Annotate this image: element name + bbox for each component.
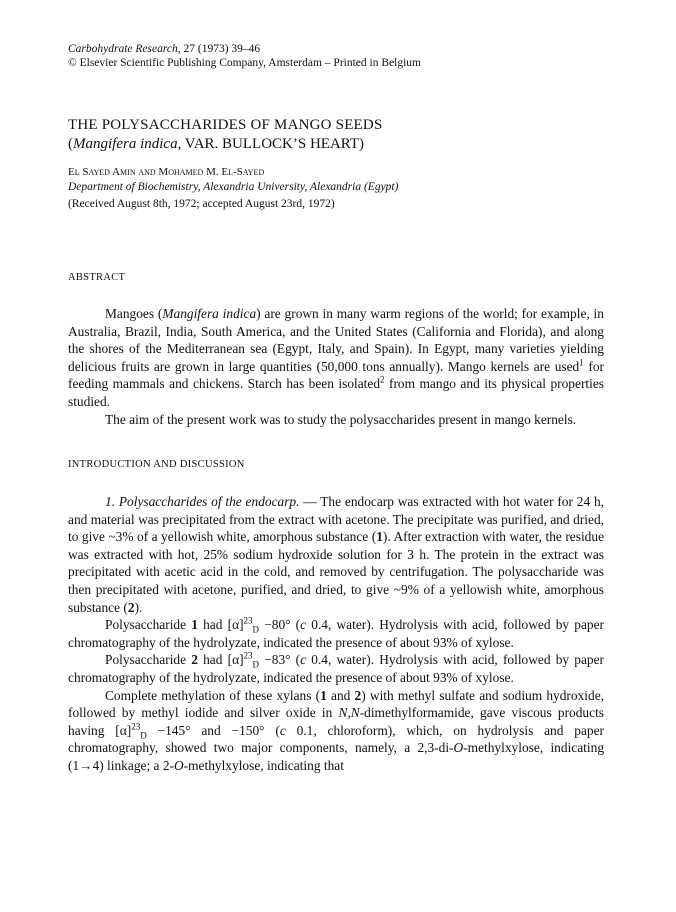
reference-marker: 2 bbox=[380, 374, 385, 385]
rotation-temperature: 23 bbox=[243, 650, 253, 661]
text-run: -methylxylose, indicating that bbox=[183, 757, 344, 773]
text-run: Complete methylation of these xylans ( bbox=[105, 687, 321, 703]
text-run: -dimethylformamide, gave viscous products having [α] bbox=[68, 705, 604, 738]
journal-volume-pages: , 27 (1973) 39–46 bbox=[177, 43, 261, 55]
abstract-body bbox=[68, 305, 604, 428]
introduction-heading: INTRODUCTION AND DISCUSSION bbox=[68, 459, 245, 470]
compound-number: 1 bbox=[376, 529, 383, 545]
compound-number: 1 bbox=[191, 617, 198, 633]
concentration-symbol: c bbox=[300, 652, 307, 668]
subtitle-open: ( bbox=[68, 136, 73, 152]
subsection-heading: 1. Polysaccharides of the endocarp. bbox=[105, 494, 300, 509]
text-run: −145° and −150° ( bbox=[146, 722, 280, 738]
concentration-symbol: c bbox=[279, 722, 286, 738]
paper-subtitle bbox=[68, 136, 364, 153]
text-run: Mangoes ( bbox=[105, 306, 163, 321]
text-run: Polysaccharide bbox=[105, 617, 192, 633]
introduction-body bbox=[68, 493, 604, 775]
text-run: −80° ( bbox=[259, 617, 301, 633]
concentration-symbol: c bbox=[300, 617, 307, 633]
text-run: 0.1, chloroform), which, on hydrolysis and paper chromatography, showed two major components, namely, a 2,3-di- bbox=[68, 722, 605, 756]
compound-number: 1 bbox=[320, 687, 327, 703]
abstract-heading: ABSTRACT bbox=[68, 272, 126, 283]
journal-citation bbox=[68, 42, 260, 56]
rotation-temperature: 23 bbox=[131, 721, 141, 732]
text-run: 0.4, water). Hydrolysis with acid, followed by paper chromatography of the hydrolyzate, indicated the presence of about 93% of xylose. bbox=[68, 652, 605, 685]
oxygen-locant: O bbox=[173, 757, 184, 773]
text-run: ). bbox=[134, 599, 143, 615]
text-run: −83° ( bbox=[259, 652, 301, 668]
compound-number: 2 bbox=[127, 599, 135, 615]
text-run: -methylxylose, indicating (1→4) linkage; a 2- bbox=[68, 740, 605, 773]
text-run: for feeding mammals and chickens. Starch has been isolated bbox=[68, 358, 604, 392]
text-run: had [α] bbox=[197, 652, 244, 668]
abstract-paragraph: The aim of the present work was to study the polysaccharides present in mango kernels. bbox=[105, 411, 577, 427]
text-run: 0.4, water). Hydrolysis with acid, followed by paper chromatography of the hydrolyzate, indicated the presence of about 93% of xylose. bbox=[68, 617, 605, 650]
author-affiliation: Department of Biochemistry, Alexandria University, Alexandria (Egypt) bbox=[68, 181, 399, 193]
compound-number: 2 bbox=[191, 652, 198, 668]
rotation-wavelength: D bbox=[252, 624, 260, 635]
body-paragraph bbox=[68, 493, 604, 616]
text-run: had [α] bbox=[197, 617, 244, 633]
text-run: ) are grown in many warm regions of the world; for example, in Australia, Brazil, India, South America, and the United States (California and Florida), and along the shores of the Mediterranean sea (Egypt, Italy, and Spain). In Egypt, many varieties yielding delicious fruits are grown in large quantities (50,000 tons annually). Mango kernels are used bbox=[68, 306, 604, 374]
subtitle-variety: , VAR. BULLOCK’S HEART) bbox=[177, 136, 365, 152]
reference-marker: 1 bbox=[579, 357, 584, 368]
text-run: — The endocarp was extracted with hot water for 24 h, and material was precipitated from the extract with acetone. The precipitate was purified, and dried, to give ~3% of a yellowish white, amorphous substance ( bbox=[68, 494, 605, 545]
body-paragraph bbox=[68, 687, 604, 775]
text-run: Polysaccharide bbox=[105, 652, 192, 668]
text-run: ). After extraction with water, the residue was extracted with hot, 25% sodium hydroxide solution for 3 h. The protein in the extract was precipitated with acetic acid in the cold, and removed by centrifugation. The polysaccharide was then precipitated with acetone, purified, and dried, to give ~9% of a yellowish white, amorphous substance ( bbox=[68, 529, 605, 615]
rotation-wavelength: D bbox=[140, 730, 147, 741]
text-run: from mango and its physical properties studied. bbox=[68, 376, 605, 409]
text-run: ) with methyl sulfate and sodium hydroxide, followed by methyl iodide and silver oxide in bbox=[68, 687, 604, 721]
body-paragraph bbox=[68, 651, 604, 686]
species-name: Mangifera indica bbox=[162, 306, 257, 321]
subtitle-species: Mangifera indica bbox=[73, 136, 178, 152]
rotation-temperature: 23 bbox=[243, 615, 253, 626]
body-paragraph bbox=[68, 616, 604, 651]
copyright-line: © Elsevier Scientific Publishing Company, Amsterdam – Printed in Belgium bbox=[68, 57, 421, 69]
paper-title: THE POLYSACCHARIDES OF MANGO SEEDS bbox=[68, 117, 383, 133]
rotation-wavelength: D bbox=[252, 660, 260, 671]
received-dates: (Received August 8th, 1972; accepted August 23rd, 1972) bbox=[68, 198, 335, 210]
abstract-paragraph bbox=[68, 305, 604, 411]
text-run: and bbox=[326, 687, 355, 703]
oxygen-locant: O bbox=[453, 740, 464, 756]
author-names: El Sayed Amin and Mohamed M. El-Sayed bbox=[68, 166, 265, 178]
solvent-prefix: N,N bbox=[338, 705, 360, 721]
compound-number: 2 bbox=[354, 687, 362, 703]
journal-name: Carbohydrate Research bbox=[68, 43, 178, 55]
